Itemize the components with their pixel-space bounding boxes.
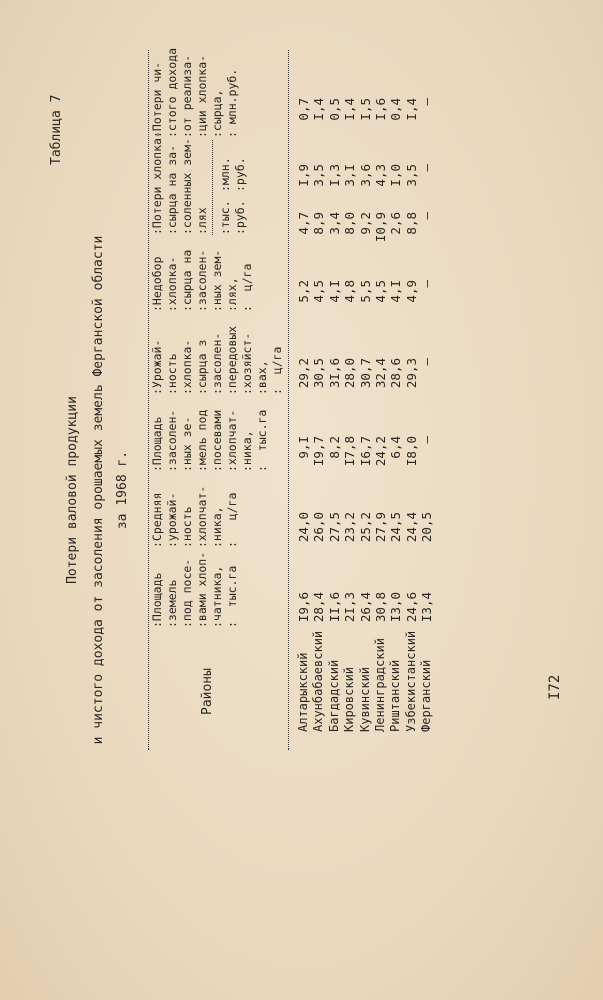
- table-cell: 29,3: [403, 358, 419, 389]
- table-cell: –: [419, 98, 435, 106]
- table-cell: –: [419, 436, 435, 444]
- table-label: Таблица 7: [49, 94, 64, 165]
- header-shortfall: :Недобор :хлопка- :сырца на :засолен- :ных зем- :лях, : ц/га: [150, 249, 254, 312]
- district-name: Ахунбабаевский: [311, 630, 326, 732]
- table-cell: 30,5: [311, 358, 327, 389]
- table-cell: 3,6: [357, 164, 373, 187]
- table-cell: I9,7: [311, 436, 327, 467]
- table-cell: 24,2: [373, 436, 388, 467]
- table-cell: I,6: [373, 98, 388, 121]
- table-cell: I8,0: [403, 436, 419, 467]
- table-cell: 3I,6: [326, 358, 342, 389]
- table-cell: –: [419, 280, 435, 288]
- table-cell: 3,4: [326, 212, 342, 235]
- header-yield-advanced: :Урожай- :ность :хлопка- :сырца з :засолен- :передовых :хозяйст- :вах, : ц/га: [150, 325, 284, 395]
- table-cell: 0,5: [326, 98, 342, 121]
- table-cell: 20,5: [419, 512, 435, 543]
- table-cell: 24,6: [403, 592, 419, 623]
- table-cell: –: [419, 358, 435, 366]
- district-name: Кировский: [342, 666, 357, 732]
- table-cell: 6,4: [388, 436, 404, 459]
- table-cell: 27,9: [373, 512, 388, 543]
- table-cell: I,4: [403, 98, 419, 121]
- table-cell: 28,0: [342, 358, 358, 389]
- table-cell: I3,4: [419, 592, 435, 623]
- table-cell: I,4: [342, 98, 358, 121]
- table-cell: 9,I: [296, 436, 311, 459]
- table-cell: 8,9: [311, 212, 327, 235]
- district-name: Багдадский: [326, 659, 341, 732]
- header-losses-group: :Потери хлопка- :сырца на за- :соленных зем- :лях: [150, 131, 209, 235]
- table-cell: 3,5: [311, 164, 327, 187]
- table-cell: 8,2: [326, 436, 342, 459]
- table-cell: 30,7: [357, 358, 373, 389]
- table-cell: 4,3: [373, 164, 388, 187]
- table-cell: 9,2: [357, 212, 373, 235]
- table-cell: II,6: [326, 592, 342, 623]
- table-cell: 3,I: [342, 164, 358, 187]
- header-saline-area: :Площадь :засолен- :ных зе- :мель под :посевами :хлопчат- :ника, : тыс.га: [150, 409, 269, 472]
- table-cell: 2I,3: [342, 592, 358, 623]
- table-cell: –: [419, 164, 435, 172]
- table-cell: 4,9: [403, 280, 419, 303]
- table-cell: 26,4: [357, 592, 373, 623]
- table-cell: 24,4: [403, 512, 419, 543]
- table-cell: I6,7: [357, 436, 373, 467]
- table-cell: 32,4: [373, 358, 388, 389]
- table-cell: I,3: [326, 164, 342, 187]
- district-name: Кувинский: [357, 666, 372, 732]
- table-cell: 5,2: [296, 280, 311, 303]
- table-cell: 4,I: [388, 280, 404, 303]
- district-name: Алтарыкский: [296, 652, 310, 732]
- table-cell: 4,7: [296, 212, 311, 235]
- table-cell: 26,0: [311, 512, 327, 543]
- title-line-1: Потери валовой продукции: [65, 396, 80, 584]
- table-cell: 8,0: [342, 212, 358, 235]
- district-name: Ленинградский: [373, 638, 387, 732]
- table-cell: 0,4: [388, 98, 404, 121]
- header-bottom-border: [288, 50, 289, 750]
- table-cell: 25,2: [357, 512, 373, 543]
- district-name: Узбекистанский: [403, 630, 418, 732]
- header-losses-million-rub: :млн. :руб.: [218, 157, 247, 192]
- table-cell: 28,6: [388, 358, 404, 389]
- district-name: Риштанский: [388, 659, 403, 732]
- table-cell: I0,9: [373, 212, 388, 243]
- table-cell: 28,4: [311, 592, 327, 623]
- table-cell: I,5: [357, 98, 373, 121]
- table-cell: 24,5: [388, 512, 404, 543]
- district-name: Ферганский: [419, 659, 434, 732]
- header-districts: Районы: [200, 668, 215, 715]
- table-cell: 27,5: [326, 512, 342, 543]
- table-cell: 4,8: [342, 280, 358, 303]
- table-cell: –: [419, 212, 435, 220]
- table-cell: 4,I: [326, 280, 342, 303]
- table-cell: 0,7: [296, 98, 311, 121]
- table-cell: 30,8: [373, 592, 388, 623]
- header-avg-yield: :Средняя :урожай- :ность :хлопчат- :ника, : ц/га: [150, 485, 239, 548]
- header-losses-thousand-rub: :тыс. :руб.: [218, 200, 247, 235]
- table-top-border: [148, 50, 149, 750]
- table-cell: I,9: [296, 164, 311, 187]
- table-cell: 3,5: [403, 164, 419, 187]
- table-cell: 4,5: [311, 280, 327, 303]
- table-cell: I7,8: [342, 436, 358, 467]
- header-net-income-loss: :Потери чи- :стого дохода :от реализа- :ции хлопка- :сырца, : млн.руб.: [150, 47, 239, 138]
- table-cell: 24,0: [296, 512, 311, 543]
- title-line-3: за 1968 г.: [115, 450, 130, 530]
- table-cell: 29,2: [296, 358, 311, 389]
- header-area-cotton: :Площадь :земель :под посе- :вами хлоп- :чатника, : тыс.га: [150, 551, 239, 628]
- table-cell: 23,2: [342, 512, 358, 543]
- table-cell: 8,8: [403, 212, 419, 235]
- losses-subheader-divider: [212, 140, 213, 235]
- table-cell: 5,5: [357, 280, 373, 303]
- page-number: I72: [547, 674, 563, 700]
- table-cell: I,0: [388, 164, 404, 187]
- table-cell: I3,0: [388, 592, 404, 623]
- title-line-2: и чистого дохода от засоления орошаемых земель Ферганской области: [91, 235, 106, 745]
- table-cell: 4,5: [373, 280, 388, 303]
- table-cell: 2,6: [388, 212, 404, 235]
- table-cell: I9,6: [296, 592, 311, 623]
- table-cell: I,4: [311, 98, 327, 121]
